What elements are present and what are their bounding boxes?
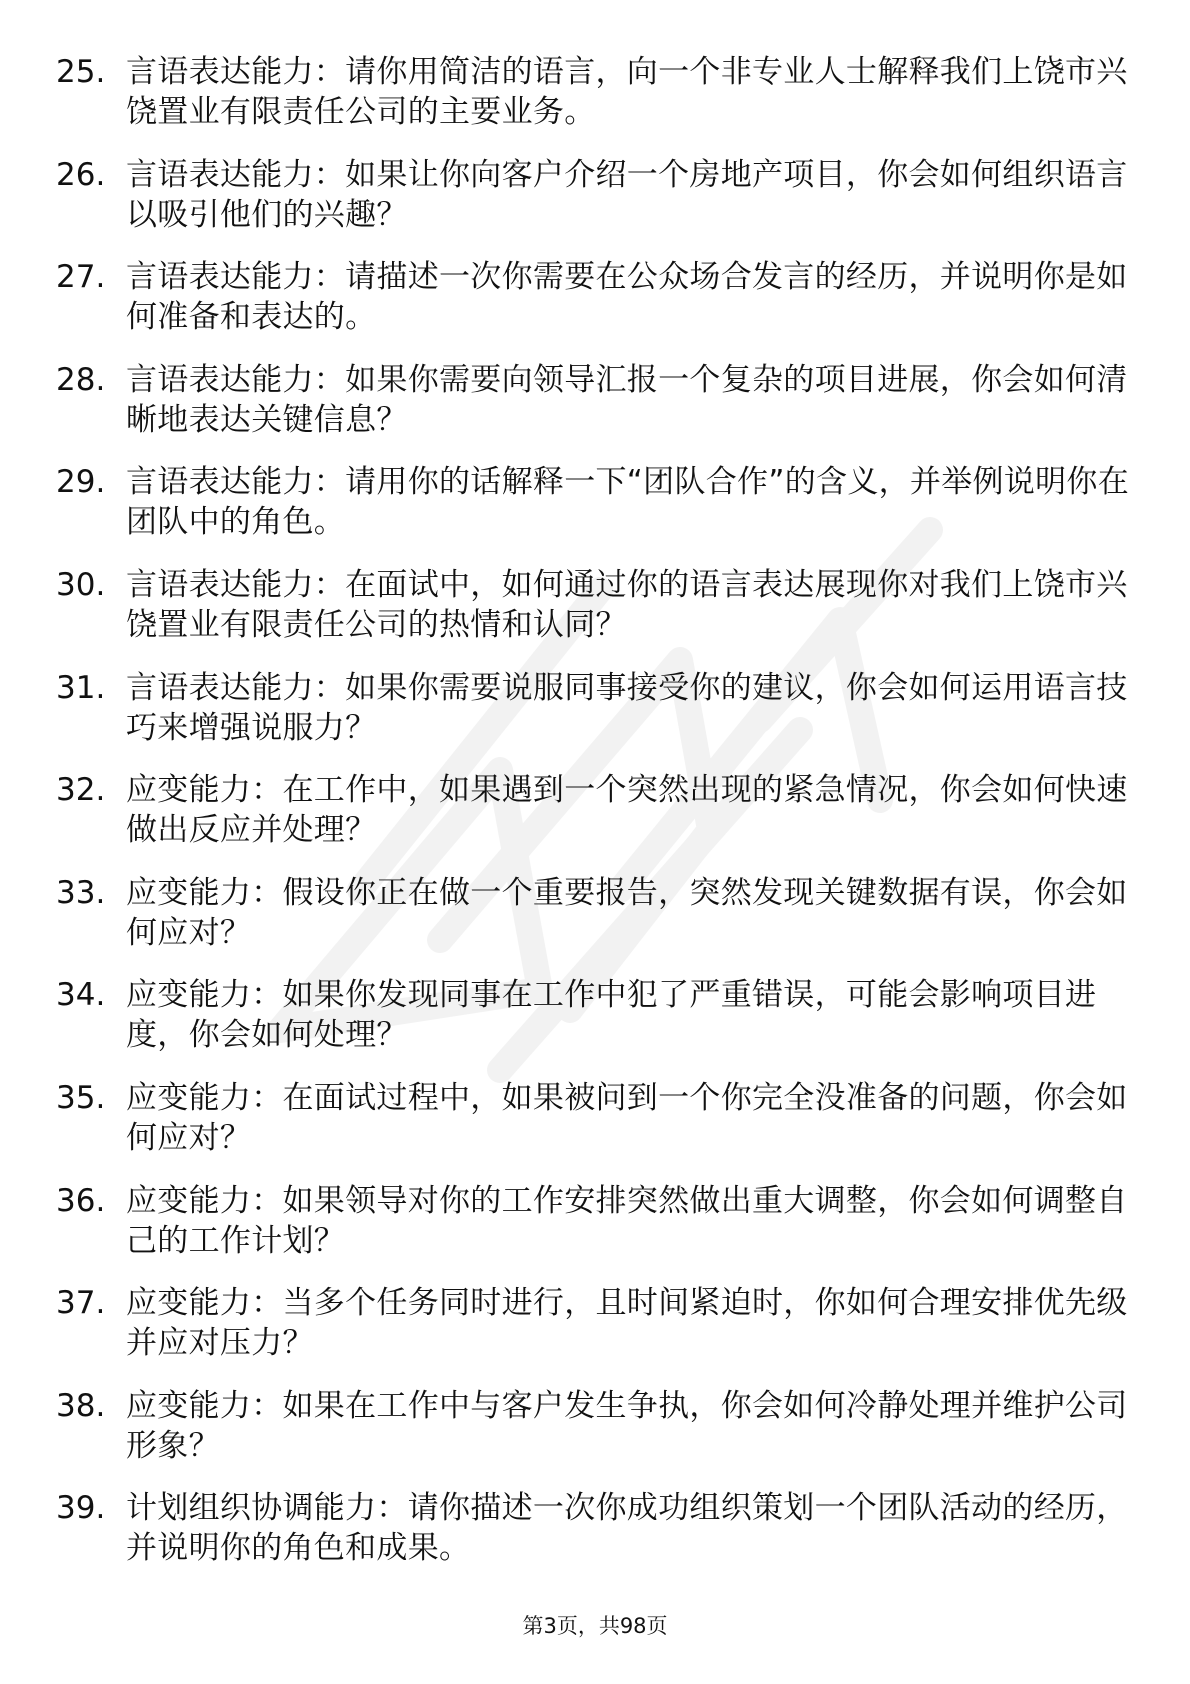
page-number-label: 第3页，共98页 [522, 1614, 668, 1638]
question-number: 38. [56, 1387, 106, 1424]
question-item [56, 873, 1146, 976]
question-item [56, 1181, 1146, 1284]
question-text: 言语表达能力：在面试中，如何通过你的语言表达展现你对我们上饶市兴饶置业有限责任公司的热情和认同？ [126, 566, 1128, 643]
question-text: 应变能力：在面试过程中，如果被问到一个你完全没准备的问题，你会如何应对？ [126, 1079, 1128, 1156]
question-item [56, 668, 1146, 771]
question-item [56, 1283, 1146, 1386]
question-item [56, 257, 1146, 360]
question-number: 34. [56, 977, 106, 1014]
question-number: 26. [56, 156, 106, 193]
question-text: 言语表达能力：请你用简洁的语言，向一个非专业人士解释我们上饶市兴饶置业有限责任公司的主要业务。 [126, 54, 1128, 130]
question-text: 应变能力：如果领导对你的工作安排突然做出重大调整，你会如何调整自己的工作计划？ [126, 1182, 1128, 1259]
question-text: 应变能力：在工作中，如果遇到一个突然出现的紧急情况，你会如何快速做出反应并处理？ [126, 772, 1128, 849]
question-item [56, 1386, 1146, 1489]
question-item [56, 155, 1146, 258]
question-number: 33. [56, 874, 106, 911]
question-text: 应变能力：假设你正在做一个重要报告，突然发现关键数据有误，你会如何应对？ [126, 874, 1128, 951]
question-number: 39. [56, 1490, 106, 1527]
question-number: 32. [56, 772, 106, 809]
question-item [56, 565, 1146, 668]
question-number: 31. [56, 669, 106, 706]
question-text: 言语表达能力：请用你的话解释一下“团队合作”的含义，并举例说明你在团队中的角色。 [126, 464, 1130, 541]
question-number: 35. [56, 1079, 106, 1116]
question-item [56, 975, 1146, 1078]
question-text: 计划组织协调能力：请你描述一次你成功组织策划一个团队活动的经历，并说明你的角色和成果。 [126, 1490, 1128, 1567]
question-item [56, 770, 1146, 873]
question-number: 28. [56, 361, 106, 398]
question-text: 应变能力：如果你发现同事在工作中犯了严重错误，可能会影响项目进度，你会如何处理？ [126, 977, 1097, 1054]
question-item [56, 1078, 1146, 1181]
question-item [56, 462, 1146, 565]
question-text: 应变能力：如果在工作中与客户发生争执，你会如何冷静处理并维护公司形象？ [126, 1387, 1128, 1464]
question-item [56, 360, 1146, 463]
question-number: 29. [56, 464, 106, 501]
question-number: 25. [56, 54, 106, 90]
question-number: 30. [56, 566, 106, 603]
question-list [56, 52, 1146, 1591]
question-text: 言语表达能力：如果让你向客户介绍一个房地产项目，你会如何组织语言以吸引他们的兴趣？ [126, 156, 1128, 233]
question-number: 36. [56, 1182, 106, 1219]
question-item [56, 52, 1146, 155]
question-number: 27. [56, 259, 106, 296]
question-number: 37. [56, 1285, 106, 1322]
question-item [56, 1488, 1146, 1591]
question-text: 言语表达能力：如果你需要说服同事接受你的建议，你会如何运用语言技巧来增强说服力？ [126, 669, 1128, 746]
question-text: 言语表达能力：如果你需要向领导汇报一个复杂的项目进展，你会如何清晰地表达关键信息？ [126, 361, 1128, 438]
question-text: 言语表达能力：请描述一次你需要在公众场合发言的经历，并说明你是如何准备和表达的。 [126, 259, 1128, 336]
page-footer [0, 1612, 1190, 1640]
question-text: 应变能力：当多个任务同时进行，且时间紧迫时，你如何合理安排优先级并应对压力？ [126, 1285, 1128, 1362]
